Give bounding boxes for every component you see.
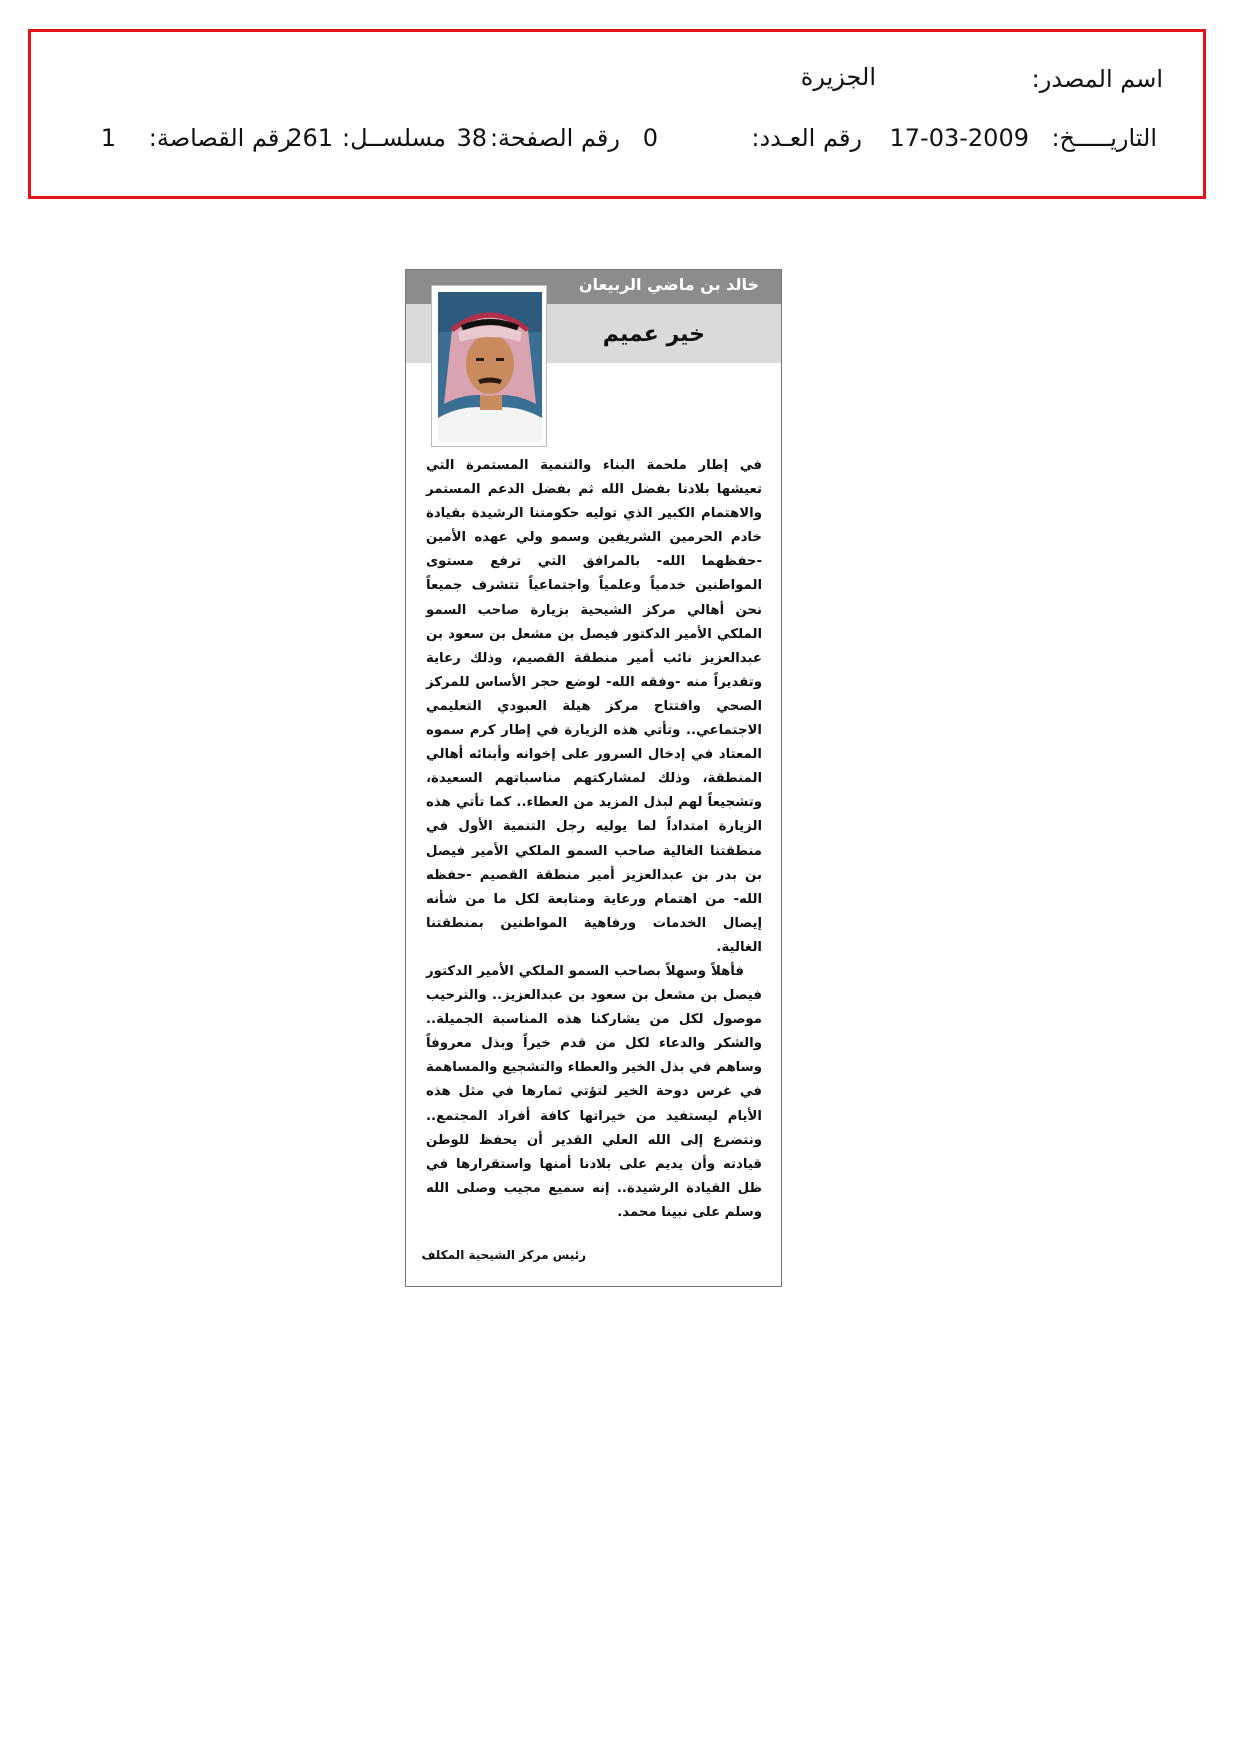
issue-label: رقم العـدد:	[751, 124, 862, 152]
clip-label: رقم القصاصة:	[148, 124, 291, 152]
date-label: التاريـــــخ:	[1051, 124, 1157, 152]
source-value: الجزيرة	[800, 63, 876, 91]
clip-value: 1	[100, 124, 116, 152]
clipping-metadata-box	[28, 29, 1206, 199]
article-title: خير عميم	[602, 322, 705, 347]
author-name: خالد بن ماضي الربيعان	[578, 275, 759, 294]
date-value: 17-03-2009	[889, 124, 1029, 152]
newspaper-clipping	[405, 269, 782, 1287]
article-paragraph: فأهلاً وسهلاً بصاحب السمو الملكي الأمير الدكتور فيصل بن مشعل بن سعود بن عبدالعزيز.. والترحيب موصول لكل من يشاركنا هذه المناسبة الجميلة.. والشكر والدعاء لكل من قدم خيراً وبذل معروفاً وساهم في بذل الخير والعطاء والتشجيع والمساهمة في غرس دوحة الخير لتؤتي ثمارها في مثل هذه الأيام ليستفيد من خيراتها كافة أفراد المجتمع.. ونتضرع إلى الله العلي القدير أن يحفظ للوطن قيادته وأن يديم على بلادنا أمنها واستقرارها في ظل القيادة الرشيدة.. إنه سميع مجيب وصلى الله وسلم على نبينا محمد.	[426, 963, 762, 1220]
serial-value: 261	[287, 124, 333, 152]
author-portrait-icon	[432, 286, 547, 447]
page-value: 38	[456, 124, 487, 152]
article-body	[426, 454, 762, 1225]
page-label: رقم الصفحة:	[489, 124, 620, 152]
article-paragraph: في إطار ملحمة البناء والتنمية المستمرة التي تعيشها بلادنا بفضل الله ثم بفضل الدعم المستمر والاهتمام الكبير الذي توليه حكومتنا الرشيدة بقيادة خادم الحرمين الشريفين وسمو ولي عهده الأمين -حفظهما الله- بالمرافق التي ترفع مستوى المواطنين خدمياً وعلمياً واجتماعياً تتشرف جميعاً نحن أهالي مركز الشيحية بزيارة صاحب السمو الملكي الأمير الدكتور فيصل بن مشعل بن سعود بن عبدالعزيز نائب أمير منطقة القصيم، وذلك رعاية وتقديراً منه -وفقه الله- لوضع حجر الأساس للمركز الصحي وافتتاح مركز هيلة العبودي التعليمي الاجتماعي.. وتأتي هذه الزيارة في إطار كرم سموه المعتاد في إدخال السرور على إخوانه وأبنائه أهالي المنطقة، وذلك لمشاركتهم مناسباتهم السعيدة، وتشجيعاً لهم لبذل المزيد من العطاء.. كما تأتي هذه الزيارة امتداداً لما يوليه رجل التنمية الأول في منطقتنا الغالية صاحب السمو الملكي الأمير فيصل بن بدر بن عبدالعزيز أمير منطقة القصيم -حفظه الله- من اهتمام ورعاية ومتابعة لكل ما من شأنه إيصال الخدمات ورفاهية المواطنين بمنطقتنا الغالية.	[426, 458, 762, 955]
source-label: اسم المصدر:	[1031, 65, 1163, 93]
serial-label: مسلســل:	[342, 124, 446, 152]
issue-value: 0	[642, 124, 658, 152]
author-photo	[431, 285, 547, 447]
article-signature: رئيس مركز الشيحية المكلف	[421, 1248, 586, 1262]
